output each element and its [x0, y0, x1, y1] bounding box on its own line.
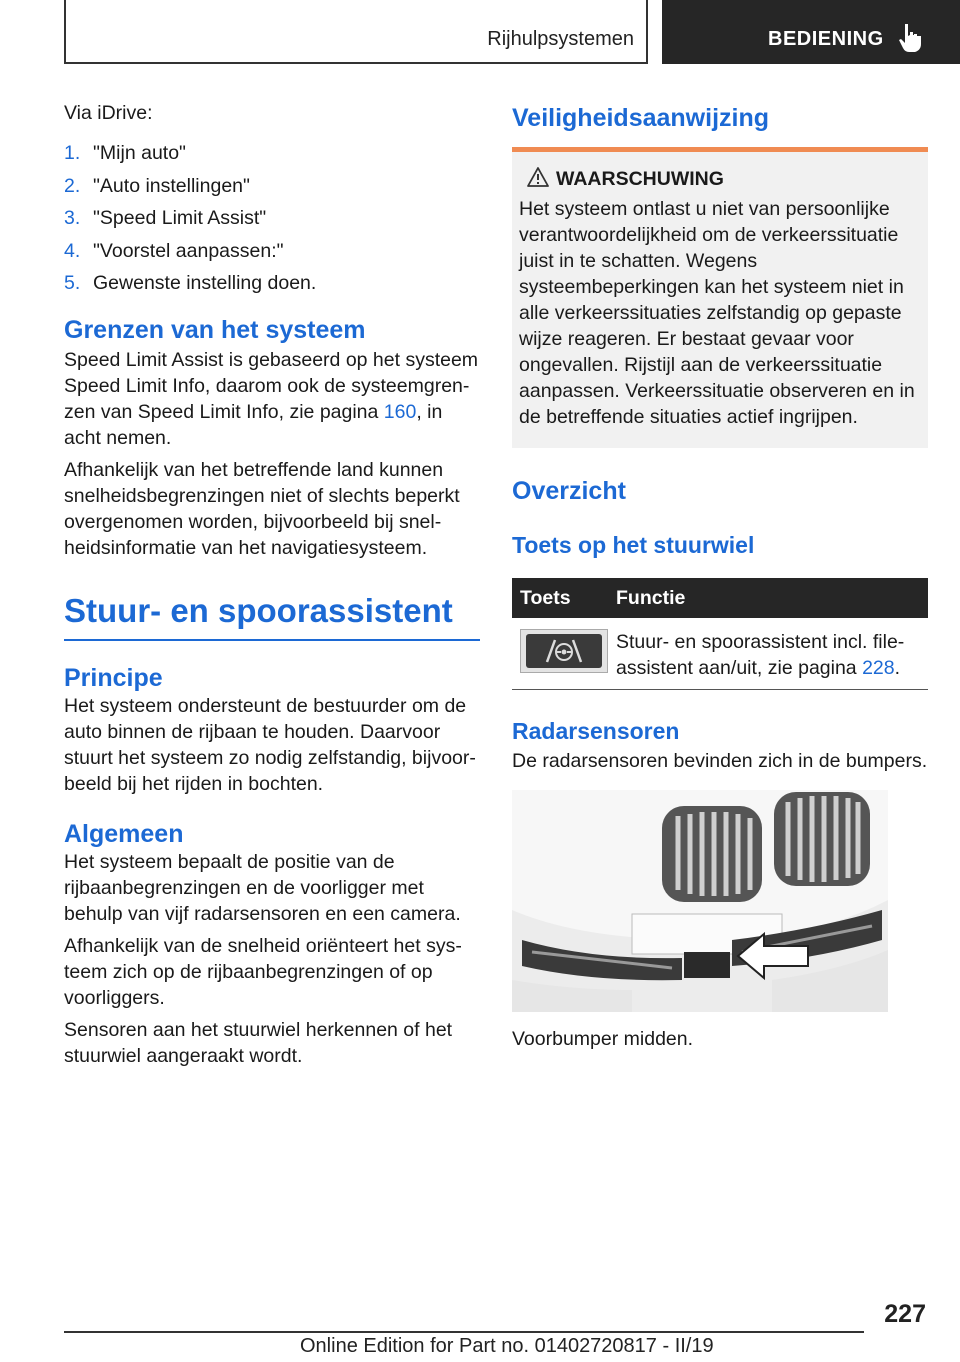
function-cell: Stuur- en spoorassistent incl. file-assistent aan/uit, zie pagina 228.	[608, 618, 928, 690]
warning-triangle-icon	[527, 167, 549, 187]
step-text: "Voorstel aanpassen:"	[93, 239, 284, 262]
step-text: "Mijn auto"	[93, 142, 186, 164]
column-header-key: Toets	[512, 578, 608, 618]
general-paragraph-1: Het systeem bepaalt de positie van de rijbaanbegrenzingen en de voorligger met behulp van vijf radarsensoren en een camera.	[64, 850, 461, 925]
photo-caption: Voorbumper midden.	[512, 1028, 694, 1050]
lane-assist-icon	[539, 638, 589, 664]
list-item	[64, 270, 480, 303]
page-link-228[interactable]: 228	[862, 657, 895, 679]
keys-heading: Toets op het stuurwiel	[512, 532, 755, 558]
radar-heading: Radarsensoren	[512, 718, 680, 744]
footer-rule	[64, 1331, 864, 1333]
front-bumper-photo	[512, 790, 888, 1012]
limits-paragraph: Speed Limit Assist is gebaseerd op het systeem Speed Limit Info, daarom ook de systeemgrenzen van Speed Limit Info, zie pagina 160, in acht nemen.	[64, 348, 479, 449]
general-paragraph-2: Afhankelijk van de snelheid oriënteert het systeem zich op de rijbaanbegrenzingen of op voorliggers.	[64, 934, 462, 1009]
radar-paragraph: De radarsensoren bevinden zich in de bumpers.	[512, 750, 928, 772]
chapter-label: BEDIENING	[768, 28, 884, 50]
warning-text: Het systeem ontlast u niet van persoonlijke verantwoordelijkheid om de verkeerssituatie juist in te schatten. Wegens systeembeperkingen kan het systeem niet in alle verkeerssituaties zelfstandig op gepaste wijze reageren. Er bestaat gevaar voor ongevallen. Rijstijl aan de verkeerssituatie aanpassen. Verkeerssituatie observeren en in de betreffende situaties actief ingrijpen.	[519, 198, 915, 428]
step-text: "Speed Limit Assist"	[93, 207, 267, 229]
limits-paragraph-2: Afhankelijk van het betreffende land kunnen snelheidsbegrenzingen niet of slechts beperkt overgenomen worden, bijvoorbeeld bij snelheidsinformatie van het navigatiesysteem.	[64, 458, 460, 559]
general-paragraph-3: Sensoren aan het stuurwiel herkennen of het stuurwiel aangeraakt wordt.	[64, 1018, 453, 1067]
warning-box	[512, 152, 928, 448]
step-number: 4.	[64, 239, 81, 262]
pointing-hand-icon	[896, 22, 924, 54]
list-item	[64, 205, 480, 238]
warning-label: WAARSCHUWING	[556, 168, 724, 190]
right-column	[512, 100, 928, 1052]
edition-note: Online Edition for Part no. 01402720817 - II/19	[300, 1335, 714, 1357]
step-number: 5.	[64, 272, 81, 294]
steps-list	[64, 140, 480, 303]
step-text: "Auto instellingen"	[93, 174, 250, 197]
step-number: 1.	[64, 142, 81, 164]
warning-heading	[519, 166, 921, 192]
step-number: 3.	[64, 207, 81, 229]
overview-heading: Overzicht	[512, 477, 626, 505]
limits-heading: Grenzen van het systeem	[64, 315, 366, 344]
left-column	[64, 100, 480, 1069]
principle-paragraph: Het systeem ondersteunt de bestuurder om de auto binnen de rijbaan te houden. Daarvoor stuurt het systeem zo nodig zelfstandig, bijvoorbeeld bij het rijden in bochten.	[64, 694, 476, 795]
section-title: Rijhulpsystemen	[487, 28, 634, 50]
list-item	[64, 238, 480, 271]
page-number: 227	[884, 1300, 926, 1328]
list-item	[64, 140, 480, 173]
step-number: 2.	[64, 174, 81, 197]
step-text: Gewenste instelling doen.	[93, 272, 317, 294]
lane-assist-button-image	[520, 629, 608, 673]
principle-heading: Principe	[64, 663, 163, 692]
general-heading: Algemeen	[64, 819, 184, 848]
table-row	[512, 618, 928, 690]
list-item	[64, 173, 480, 206]
chapter-tab	[662, 0, 960, 64]
table-header-row	[512, 578, 928, 618]
idrive-intro: Via iDrive:	[64, 102, 153, 124]
heading-rule	[64, 639, 480, 641]
key-table	[512, 578, 928, 690]
safety-heading: Veiligheidsaanwijzing	[512, 104, 770, 132]
column-header-function: Functie	[608, 578, 928, 618]
main-heading: Stuur- en spoorassistent	[64, 591, 453, 629]
page-link-160[interactable]: 160	[383, 400, 417, 423]
